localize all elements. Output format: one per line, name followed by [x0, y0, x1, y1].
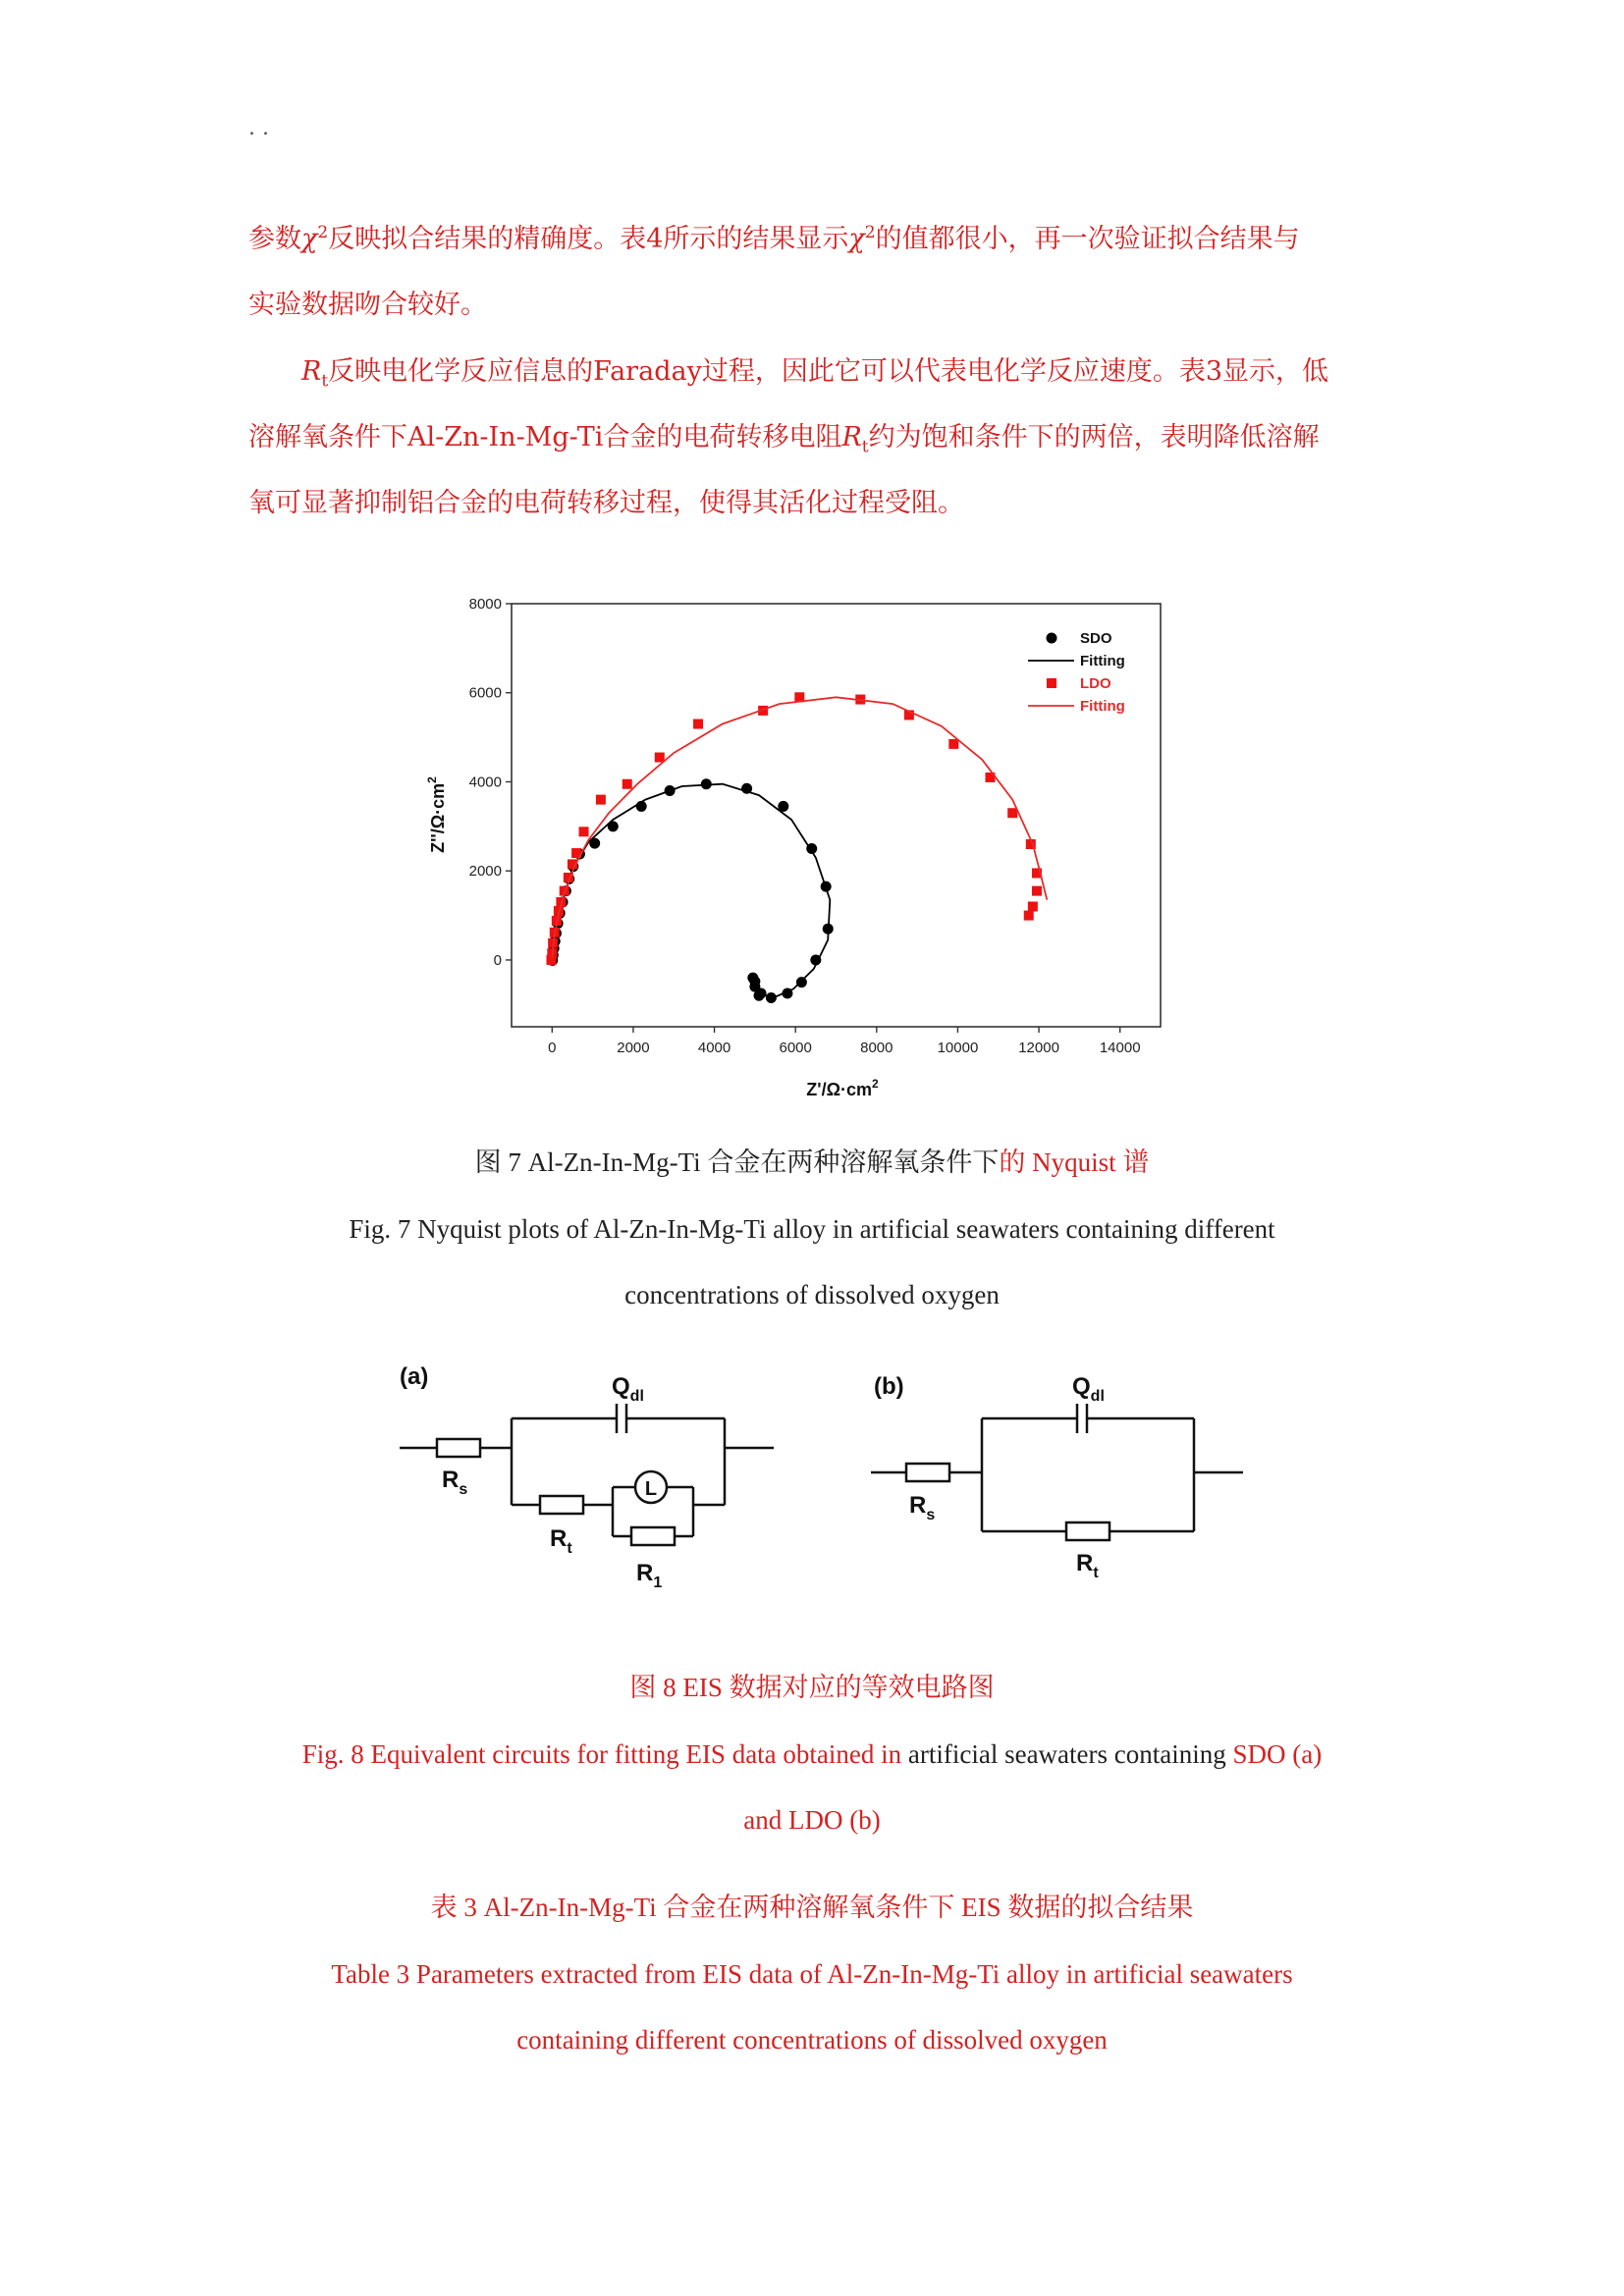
y-tick-label: 4000	[468, 774, 502, 791]
x-tick-label: 0	[548, 1040, 557, 1056]
para1-text-line2: 实验数据吻合较好。	[248, 290, 487, 320]
paragraph-chi-square	[248, 206, 1385, 338]
fig8-en-black: artificial seawaters containing	[907, 1739, 1226, 1769]
para2-line2-a: 溶解氧条件下Al-Zn-In-Mg-Ti合金的电荷转移电阻	[248, 422, 842, 453]
paragraph-rt	[248, 339, 1385, 536]
resistor-rs-icon	[437, 1439, 480, 1457]
y-tick-label: 0	[493, 951, 502, 969]
legend-label: Fitting	[1080, 653, 1125, 669]
legend-label: LDO	[1080, 675, 1111, 692]
para2-line1: 反映电化学反应信息的Faraday过程，因此它可以代表电化学反应速度。表3显示，低	[328, 356, 1329, 387]
circuit-a-svg	[398, 1350, 790, 1620]
resistor-r1-icon	[631, 1527, 675, 1545]
ldo-point	[948, 739, 958, 749]
ldo-point	[1032, 886, 1042, 896]
para1-text-b: 反映拟合结果的精确度。表4所示的结果显示	[328, 224, 849, 254]
fig7-caption-cn-red: 的 Nyquist 谱	[999, 1148, 1150, 1177]
circuit-a-label: (a)	[400, 1363, 429, 1390]
nyquist-chart	[412, 587, 1198, 1117]
x-tick-label: 6000	[779, 1040, 812, 1056]
fig7-caption-cn-black: 图 7 Al-Zn-In-Mg-Ti 合金在两种溶解氧条件下	[474, 1148, 1000, 1177]
x-tick-label: 10000	[937, 1040, 979, 1056]
x-tick-label: 2000	[617, 1040, 650, 1056]
circuit-a-rt-label: $R_t$	[550, 1525, 572, 1557]
rt-sub-2: t	[861, 437, 869, 457]
x-tick-label: 4000	[697, 1040, 731, 1056]
chart-legend	[1028, 630, 1125, 715]
resistor-rt-icon	[1066, 1522, 1110, 1540]
rt-sub: t	[321, 371, 329, 392]
fitting-line	[552, 784, 830, 998]
chi-symbol: χ	[301, 224, 318, 254]
fig8-caption-en-line1	[0, 1736, 1624, 1772]
rt-symbol-2: R	[841, 422, 862, 453]
circuit-a-rs-label: $R_s$	[442, 1467, 468, 1498]
fitting-line	[552, 697, 1047, 957]
capacitor-icon	[617, 1404, 626, 1433]
table3-caption-en-line2: containing different concentrations of dissolved oxygen	[516, 2025, 1108, 2055]
x-tick-label: 14000	[1099, 1040, 1141, 1056]
ldo-point	[1024, 911, 1034, 921]
circuit-a	[398, 1350, 790, 1624]
fig8-en-red: Fig. 8 Equivalent circuits for fitting EIS data obtained in	[301, 1739, 902, 1769]
chi-symbol-2: χ	[848, 224, 865, 254]
y-tick-label: 2000	[468, 863, 502, 881]
chi-sup-2: 2	[864, 223, 876, 242]
legend-label: SDO	[1080, 630, 1112, 647]
sdo-point	[796, 977, 807, 988]
y-tick-label: 8000	[468, 596, 502, 613]
y-tick-label: 6000	[468, 684, 502, 702]
x-tick-label: 12000	[1018, 1040, 1059, 1056]
resistor-rt-icon	[540, 1496, 583, 1514]
legend-swatch	[1047, 633, 1057, 644]
circuit-a-r1-label: $R_1$	[636, 1560, 663, 1591]
legend-label: Fitting	[1080, 698, 1125, 715]
fig8-en-red2: SDO (a)	[1232, 1739, 1323, 1769]
para2-line2-b: 约为饱和条件下的两倍，表明降低溶解	[868, 422, 1320, 453]
inductor-label: L	[644, 1478, 658, 1500]
capacitor-icon	[1077, 1404, 1087, 1433]
fig7-caption-cn	[0, 1145, 1624, 1180]
circuit-b	[864, 1360, 1257, 1599]
resistor-rs-icon	[906, 1464, 949, 1481]
circuit-b-rs-label: $R_s$	[909, 1492, 936, 1523]
x-axis-label: $Z'/\Omega\cdot cm^2$	[806, 1077, 879, 1099]
fig7-caption-en-line2: concentrations of dissolved oxygen	[624, 1280, 1000, 1309]
series-3	[552, 697, 1047, 957]
series-2	[546, 692, 1042, 965]
ldo-point	[693, 719, 703, 728]
circuit-b-q-label: $Q_{dl}$	[1072, 1373, 1105, 1405]
table3-caption-cn: 表 3 Al-Zn-In-Mg-Ti 合金在两种溶解氧条件下 EIS 数据的拟合结果	[430, 1893, 1194, 1922]
ldo-point	[1028, 902, 1038, 912]
legend-swatch	[1047, 678, 1056, 688]
series-0	[547, 778, 834, 1003]
rt-symbol: R	[301, 356, 322, 387]
fig8-caption-en-line2: and LDO (b)	[743, 1805, 881, 1835]
ldo-point	[623, 779, 632, 789]
chi-sup: 2	[317, 223, 329, 242]
fig7-caption-en-line1: Fig. 7 Nyquist plots of Al-Zn-In-Mg-Ti alloy in artificial seawaters containing different	[349, 1214, 1275, 1244]
ldo-point	[596, 795, 606, 805]
ldo-point	[1007, 808, 1017, 818]
para2-line3: 氧可显著抑制铝合金的电荷转移过程，使得其活化过程受阻。	[248, 488, 964, 518]
fig8-caption-cn: 图 8 EIS 数据对应的等效电路图	[629, 1673, 995, 1702]
circuit-b-svg	[864, 1360, 1257, 1595]
nyquist-chart-svg	[412, 587, 1198, 1117]
x-tick-label: 8000	[860, 1040, 893, 1056]
circuit-b-rt-label: $R_t$	[1076, 1550, 1099, 1581]
para1-text-a: 参数	[248, 224, 301, 254]
header-dots: . .	[248, 116, 269, 140]
circuit-b-label: (b)	[874, 1373, 904, 1400]
series-1	[552, 784, 830, 998]
ldo-point	[655, 753, 665, 763]
para1-text-c: 的值都很小，再一次验证拟合结果与	[875, 224, 1300, 254]
sdo-point	[747, 973, 758, 984]
plot-frame	[512, 604, 1161, 1027]
ldo-point	[579, 827, 589, 836]
y-axis-label: $Z''/\Omega\cdot cm^2$	[425, 776, 448, 853]
circuit-a-q-label: $Q_{dl}$	[612, 1373, 644, 1405]
table3-caption-en-line1: Table 3 Parameters extracted from EIS data of Al-Zn-In-Mg-Ti alloy in artificial seawaters	[331, 1959, 1293, 1989]
